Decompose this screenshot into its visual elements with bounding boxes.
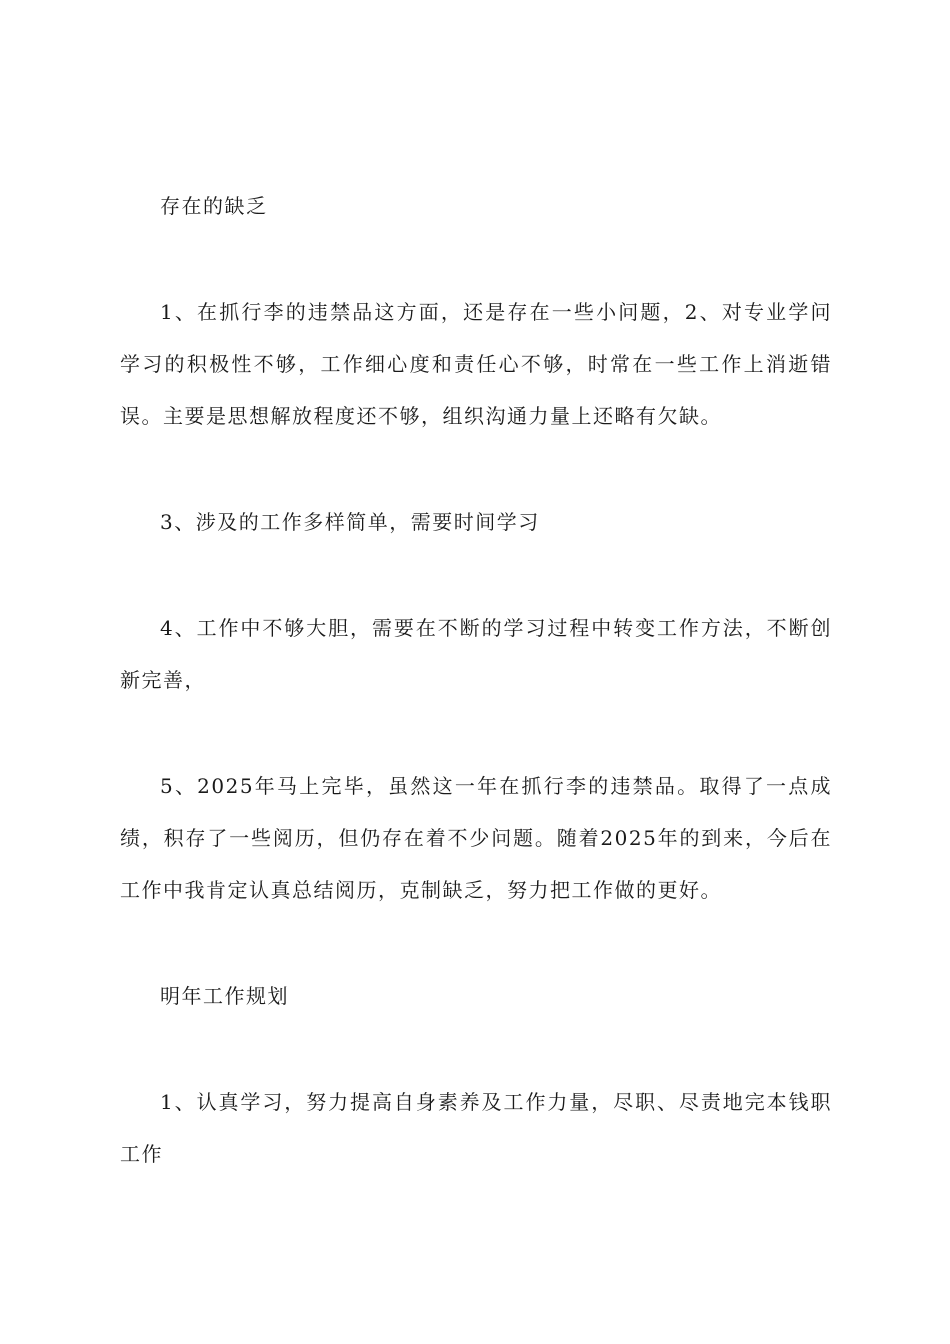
paragraph-1: 1、在抓行李的违禁品这方面，还是存在一些小问题，2、对专业学问学习的积极性不够，工作细心度和责任心不够，时常在一些工作上消逝错误。主要是思想解放程度还不够，组织沟通力量上还略有欠缺。 [120,300,832,428]
paragraph-5: 5、2025年马上完毕，虽然这一年在抓行李的违禁品。取得了一点成绩，积存了一些阅历，但仍存在着不少问题。随着2025年的到来，今后在工作中我肯定认真总结阅历，克制缺乏，努力把工作做的更好。 [120,774,832,902]
paragraph-4: 4、工作中不够大胆，需要在不断的学习过程中转变工作方法，不断创新完善， [120,616,832,692]
section-heading-shortcomings: 存在的缺乏 [160,194,268,218]
document-body [120,180,832,1180]
plan-paragraph-1: 1、认真学习，努力提高自身素养及工作力量，尽职、尽责地完本钱职工作 [120,1090,832,1166]
section-heading-plan: 明年工作规划 [160,984,289,1008]
paragraph-3: 3、涉及的工作多样简单，需要时间学习 [160,510,540,534]
